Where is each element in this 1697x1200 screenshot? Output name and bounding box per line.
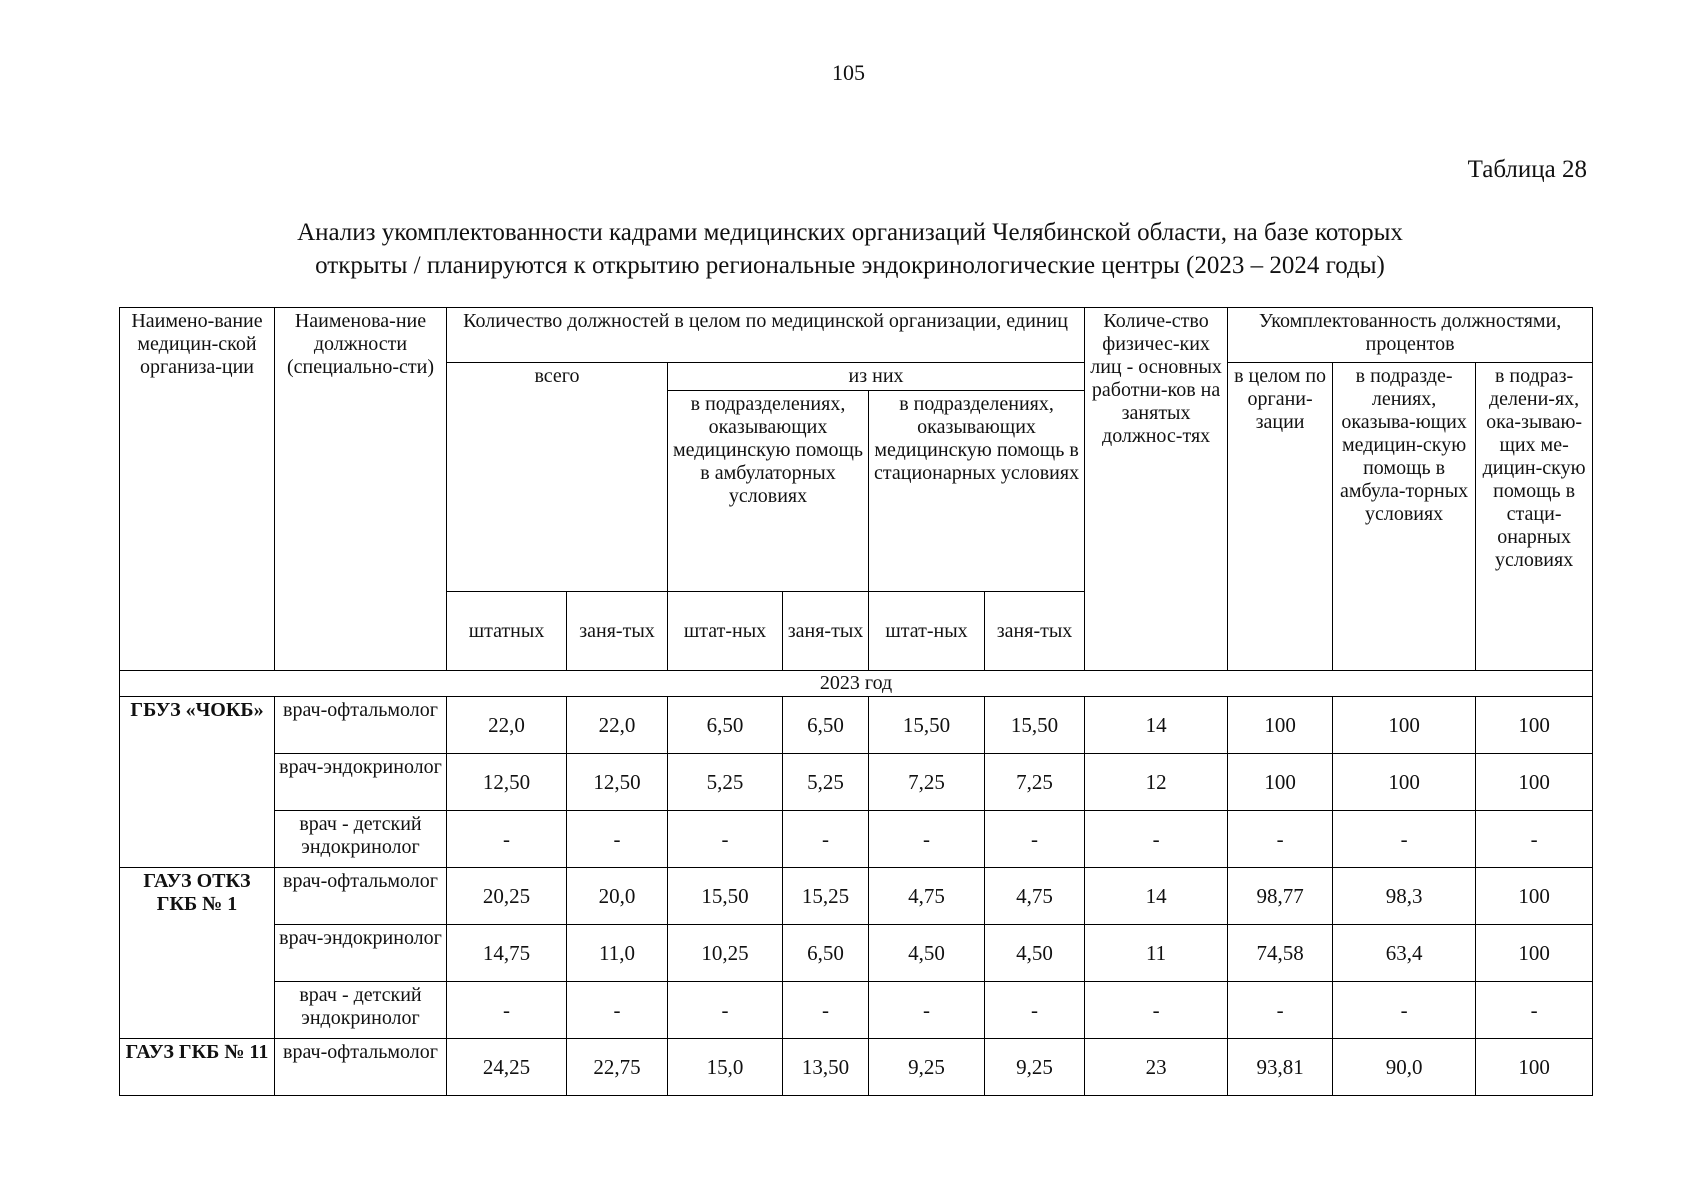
cell-staffing-outpatient: 63,4: [1333, 925, 1476, 982]
header-staffing-inpatient: в подраз-делени-ях, ока-зываю-щих ме-дицин-скую помощь в стаци-онарных условиях: [1476, 363, 1593, 671]
cell-inpatient-occupied: 15,50: [985, 697, 1085, 754]
cell-physical-persons: 14: [1085, 868, 1228, 925]
cell-inpatient-occupied: 7,25: [985, 754, 1085, 811]
document-title: [160, 216, 1540, 282]
cell-inpatient-occupied: 4,50: [985, 925, 1085, 982]
table-row: [120, 1039, 1593, 1096]
header-staffing-total: в целом по органи-зации: [1228, 363, 1333, 671]
header-outpatient: в подразделениях, оказывающих медицинскую помощь в амбулаторных условиях: [668, 391, 869, 592]
cell-staffing-outpatient: 90,0: [1333, 1039, 1476, 1096]
cell-total-staff: -: [447, 982, 567, 1039]
cell-outpatient-occupied: 6,50: [783, 925, 869, 982]
cell-total-staff: 22,0: [447, 697, 567, 754]
title-line-1: Анализ укомплектованности кадрами медицинских организаций Челябинской области, на базе которых: [297, 219, 1403, 246]
cell-staffing-inpatient: 100: [1476, 868, 1593, 925]
cell-staffing-total: -: [1228, 811, 1333, 868]
cell-physical-persons: -: [1085, 982, 1228, 1039]
table-row: [120, 868, 1593, 925]
cell-inpatient-staff: 4,50: [869, 925, 985, 982]
header-row-1: [120, 308, 1593, 363]
cell-staffing-total: 100: [1228, 754, 1333, 811]
cell-outpatient-staff: 6,50: [668, 697, 783, 754]
cell-total-occupied: -: [567, 982, 668, 1039]
position-name: врач-офтальмолог: [275, 1039, 447, 1096]
header-org-name: Наимено-вание медицин-ской организа-ции: [120, 308, 275, 671]
cell-total-occupied: 22,0: [567, 697, 668, 754]
cell-staffing-inpatient: 100: [1476, 925, 1593, 982]
cell-inpatient-staff: -: [869, 811, 985, 868]
position-name: врач-эндокринолог: [275, 754, 447, 811]
header-staffing-outpatient: в подразде-лениях, оказыва-ющих медицин-скую помощь в амбула-торных условиях: [1333, 363, 1476, 671]
table-row: [120, 811, 1593, 868]
cell-physical-persons: 12: [1085, 754, 1228, 811]
header-total-staff: штатных: [447, 592, 567, 671]
header-of-them: из них: [668, 363, 1085, 391]
year-row: [120, 671, 1593, 697]
cell-outpatient-occupied: -: [783, 982, 869, 1039]
cell-total-occupied: 20,0: [567, 868, 668, 925]
page-number: 105: [832, 60, 865, 85]
title-line-2: открыты / планируются к открытию региональные эндокринологические центры (2023 – 2024 годы): [315, 252, 1385, 279]
cell-physical-persons: 14: [1085, 697, 1228, 754]
cell-staffing-inpatient: 100: [1476, 1039, 1593, 1096]
cell-staffing-inpatient: -: [1476, 982, 1593, 1039]
cell-staffing-outpatient: 98,3: [1333, 868, 1476, 925]
staffing-table: [119, 307, 1593, 1096]
org-name: ГАУЗ ОТКЗ ГКБ № 1: [120, 868, 275, 1039]
cell-inpatient-staff: -: [869, 982, 985, 1039]
org-name: ГБУЗ «ЧОКБ»: [120, 697, 275, 868]
header-positions-count: Количество должностей в целом по медицинской организации, единиц: [447, 308, 1085, 363]
cell-staffing-total: 74,58: [1228, 925, 1333, 982]
cell-inpatient-occupied: 9,25: [985, 1039, 1085, 1096]
cell-outpatient-occupied: 6,50: [783, 697, 869, 754]
cell-outpatient-occupied: 5,25: [783, 754, 869, 811]
header-outpatient-staff: штат-ных: [668, 592, 783, 671]
header-inpatient: в подразделениях, оказывающих медицинскую помощь в стационарных условиях: [869, 391, 1085, 592]
cell-staffing-total: 93,81: [1228, 1039, 1333, 1096]
position-name: врач-эндокринолог: [275, 925, 447, 982]
cell-inpatient-staff: 15,50: [869, 697, 985, 754]
cell-total-staff: 14,75: [447, 925, 567, 982]
cell-inpatient-occupied: 4,75: [985, 868, 1085, 925]
cell-outpatient-occupied: 13,50: [783, 1039, 869, 1096]
cell-physical-persons: 23: [1085, 1039, 1228, 1096]
cell-outpatient-staff: -: [668, 811, 783, 868]
cell-staffing-total: 98,77: [1228, 868, 1333, 925]
table-row: [120, 697, 1593, 754]
cell-total-occupied: -: [567, 811, 668, 868]
header-inpatient-occupied: заня-тых: [985, 592, 1085, 671]
cell-inpatient-occupied: -: [985, 982, 1085, 1039]
cell-staffing-inpatient: 100: [1476, 697, 1593, 754]
cell-inpatient-staff: 9,25: [869, 1039, 985, 1096]
cell-outpatient-staff: 5,25: [668, 754, 783, 811]
cell-inpatient-occupied: -: [985, 811, 1085, 868]
cell-outpatient-staff: 10,25: [668, 925, 783, 982]
cell-outpatient-staff: -: [668, 982, 783, 1039]
header-inpatient-staff: штат-ных: [869, 592, 985, 671]
org-name: ГАУЗ ГКБ № 11: [120, 1039, 275, 1096]
position-name: врач - детский эндокринолог: [275, 811, 447, 868]
cell-staffing-outpatient: -: [1333, 811, 1476, 868]
cell-staffing-inpatient: 100: [1476, 754, 1593, 811]
table-row: [120, 925, 1593, 982]
header-outpatient-occupied: заня-тых: [783, 592, 869, 671]
table-row: [120, 982, 1593, 1039]
cell-outpatient-staff: 15,0: [668, 1039, 783, 1096]
cell-total-staff: -: [447, 811, 567, 868]
header-total: всего: [447, 363, 668, 592]
table-row: [120, 754, 1593, 811]
cell-staffing-inpatient: -: [1476, 811, 1593, 868]
cell-staffing-total: 100: [1228, 697, 1333, 754]
header-physical-persons: Количе-ство физичес-ких лиц - основных работни-ков на занятых должнос-тях: [1085, 308, 1228, 671]
cell-total-staff: 20,25: [447, 868, 567, 925]
header-position-name: Наименова-ние должности (специально-сти): [275, 308, 447, 671]
cell-physical-persons: 11: [1085, 925, 1228, 982]
cell-total-staff: 24,25: [447, 1039, 567, 1096]
cell-outpatient-occupied: -: [783, 811, 869, 868]
header-total-occupied: заня-тых: [567, 592, 668, 671]
cell-staffing-outpatient: 100: [1333, 754, 1476, 811]
cell-staffing-outpatient: 100: [1333, 697, 1476, 754]
position-name: врач-офтальмолог: [275, 697, 447, 754]
cell-physical-persons: -: [1085, 811, 1228, 868]
year-label: 2023 год: [120, 671, 1593, 697]
cell-staffing-outpatient: -: [1333, 982, 1476, 1039]
cell-inpatient-staff: 7,25: [869, 754, 985, 811]
cell-total-occupied: 12,50: [567, 754, 668, 811]
cell-total-staff: 12,50: [447, 754, 567, 811]
cell-outpatient-staff: 15,50: [668, 868, 783, 925]
cell-outpatient-occupied: 15,25: [783, 868, 869, 925]
cell-inpatient-staff: 4,75: [869, 868, 985, 925]
position-name: врач-офтальмолог: [275, 868, 447, 925]
cell-total-occupied: 22,75: [567, 1039, 668, 1096]
cell-staffing-total: -: [1228, 982, 1333, 1039]
position-name: врач - детский эндокринолог: [275, 982, 447, 1039]
table-label: Таблица 28: [1467, 156, 1587, 183]
cell-total-occupied: 11,0: [567, 925, 668, 982]
header-staffing: Укомплектованность должностями, процентов: [1228, 308, 1593, 363]
